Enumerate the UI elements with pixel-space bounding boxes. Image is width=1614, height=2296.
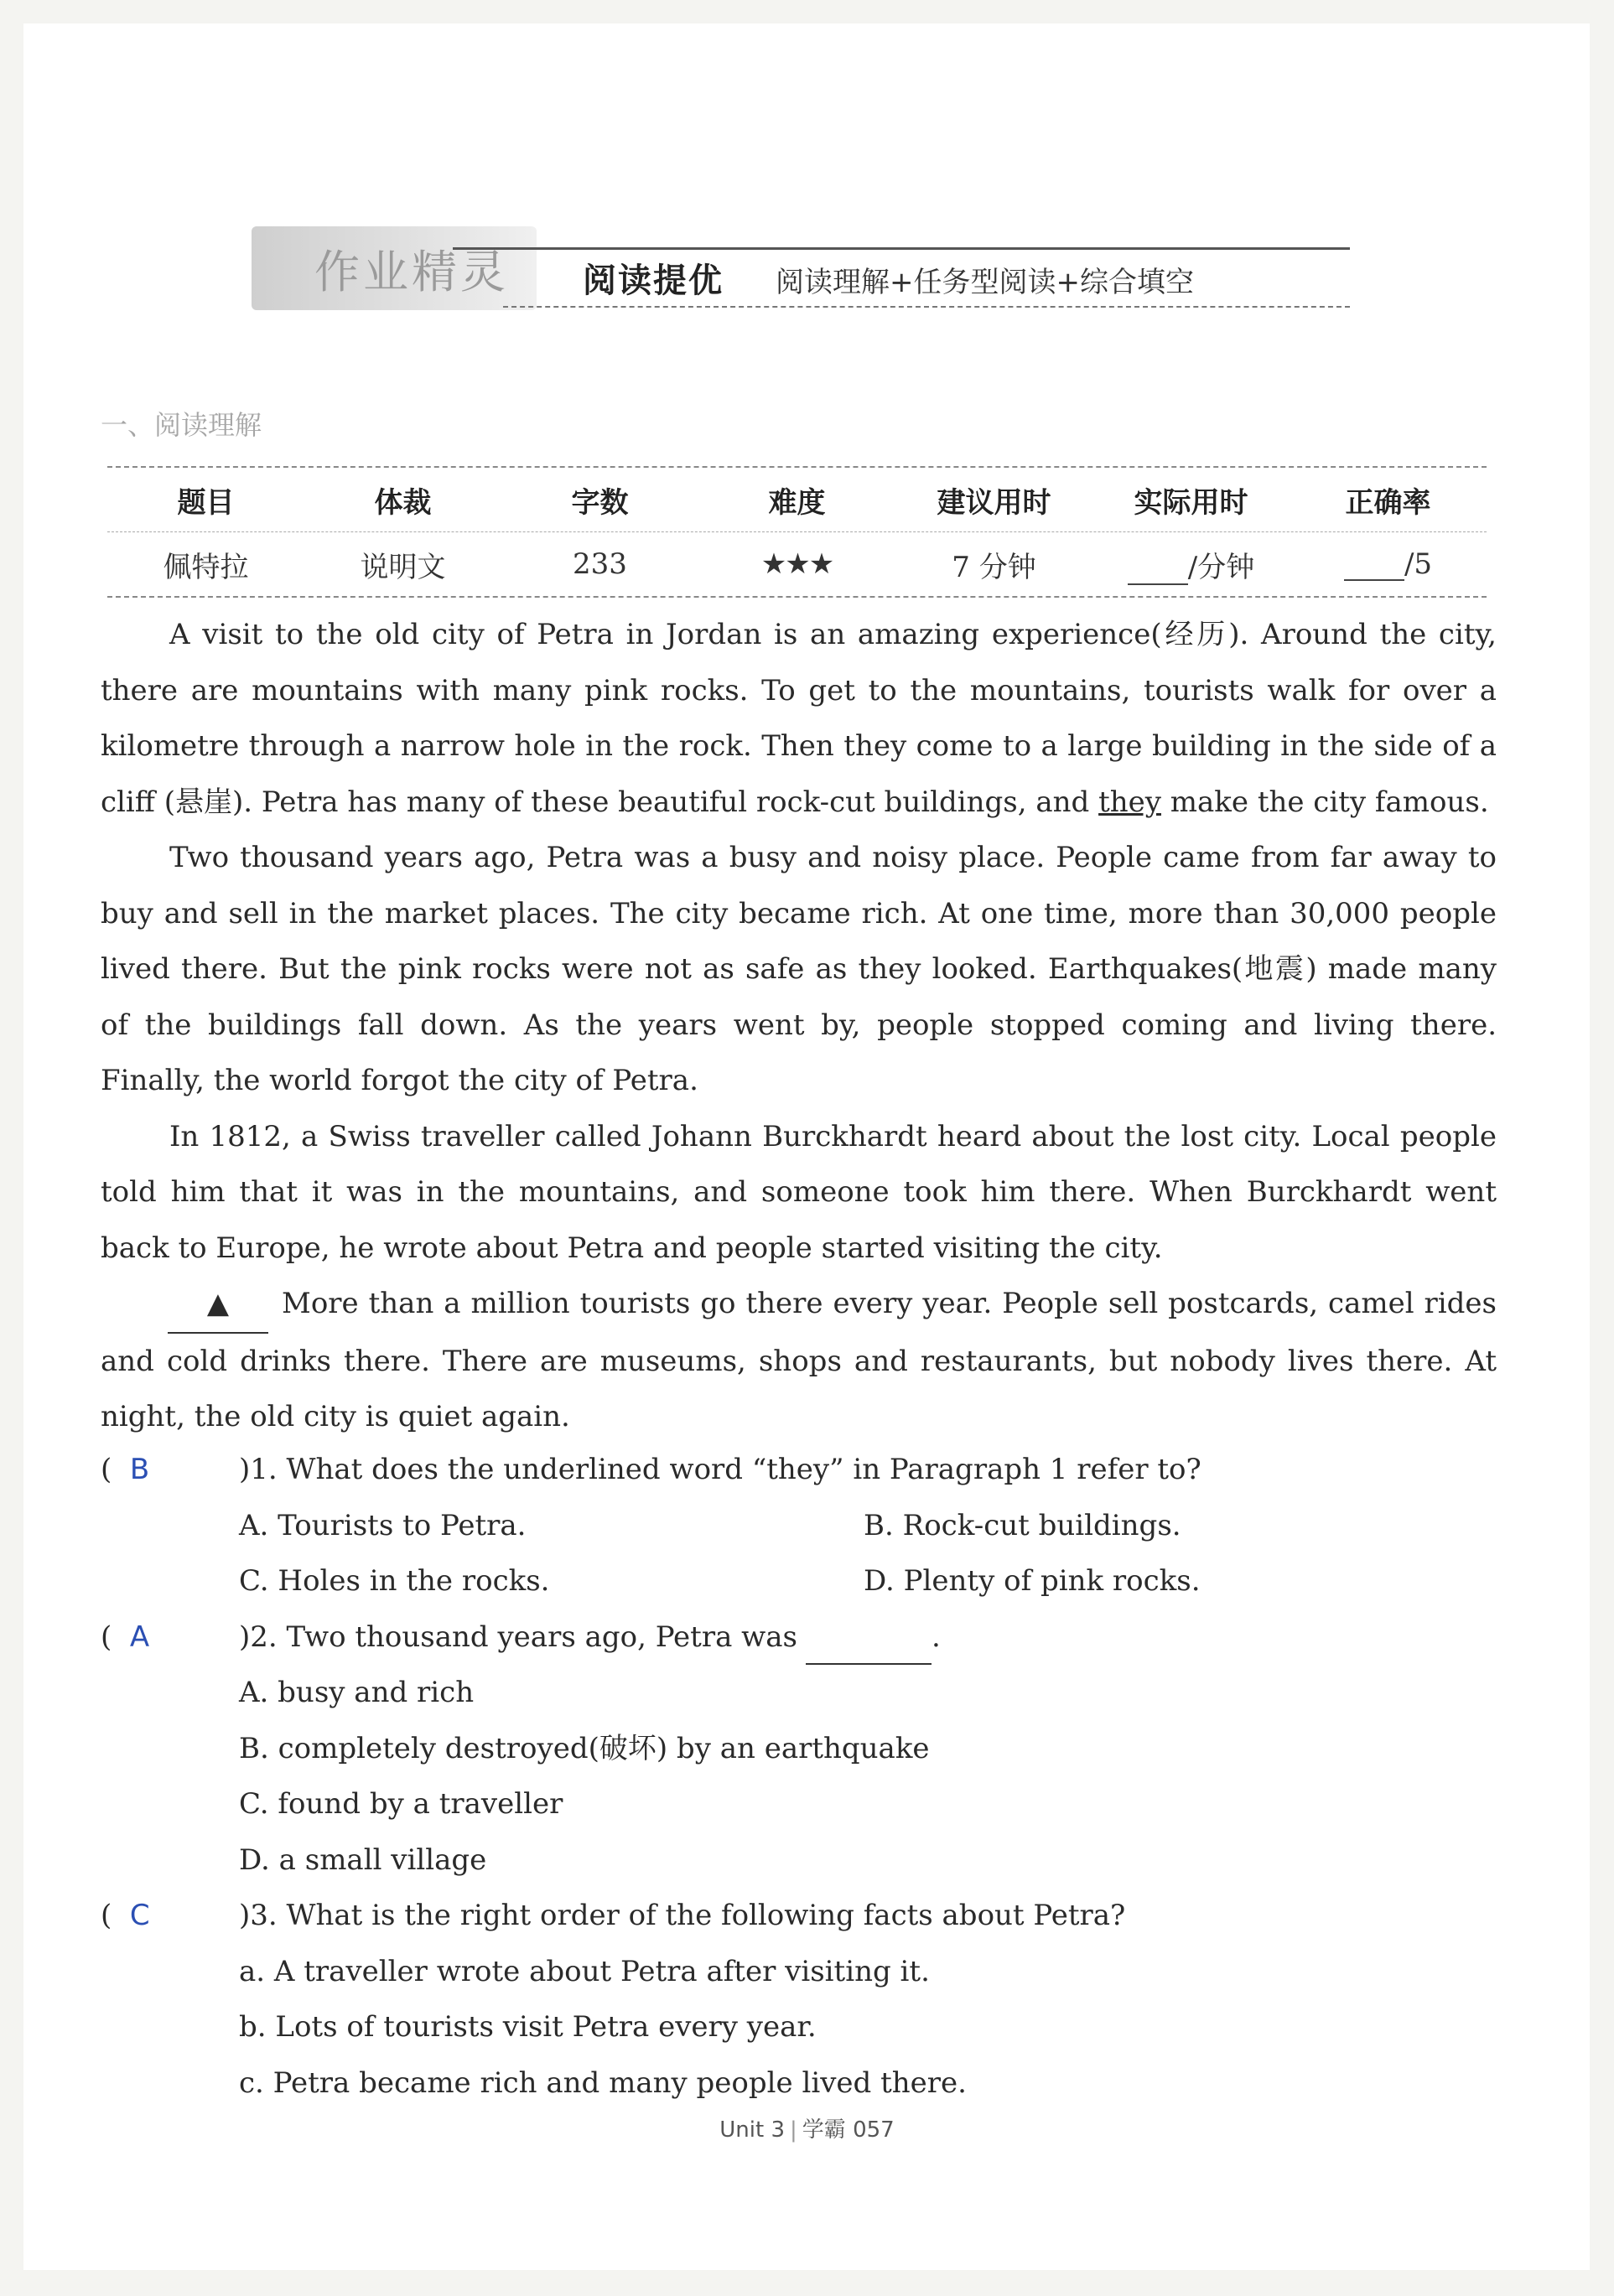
info-topic: 佩特拉 — [163, 550, 249, 584]
option[interactable]: B. Rock-cut buildings. — [864, 1508, 1181, 1542]
fact-item: b. Lots of tourists visit Petra every year. — [239, 2010, 817, 2044]
reading-info-table — [107, 466, 1487, 598]
passage-paragraph-4: ▲ More than a million tourists go there every year. People sell postcards, camel rides and cold drinks there. There are museums, shops and restaurants, but nobody lives there. At night, the old city is quiet again. — [101, 1276, 1497, 1445]
page-number: 057 — [853, 2117, 895, 2143]
fact-item: c. Petra became rich and many people lived there. — [239, 2065, 967, 2100]
question-3: ( C )3. What is the right order of the following facts about Petra? a. A traveller wrote about Petra after visiting it. b. Lots of tourists visit Petra every year. c. Petra became rich and many people lived there. — [101, 1888, 1497, 2111]
info-table-header-row — [107, 468, 1487, 532]
info-actual-time: /分钟 — [1092, 544, 1290, 585]
reading-passage — [101, 607, 1497, 1445]
info-header-genre: 体裁 — [374, 485, 432, 520]
fill-blank[interactable] — [806, 1638, 932, 1665]
info-header-difficulty: 难度 — [768, 485, 826, 520]
answer-2: A — [129, 1620, 150, 1654]
banner-title: 阅读提优 — [583, 262, 724, 300]
actual-time-blank[interactable] — [1128, 558, 1188, 585]
banner-subtitle: 阅读理解+任务型阅读+综合填空 — [776, 266, 1194, 299]
info-header-actual-time: 实际用时 — [1134, 485, 1248, 520]
answer-1: B — [129, 1453, 150, 1486]
info-table-value-row — [107, 532, 1487, 596]
option[interactable]: A. Tourists to Petra. — [239, 1508, 527, 1542]
info-header-word-count: 字数 — [571, 485, 629, 520]
info-accuracy: /5 — [1290, 547, 1487, 581]
section-title: 一、阅读理解 — [101, 409, 262, 441]
option[interactable]: B. completely destroyed(破坏) by an earthquake — [239, 1731, 930, 1765]
question-stem: )1. What does the underlined word “they” in Paragraph 1 refer to? — [239, 1453, 1201, 1486]
passage-paragraph-1: A visit to the old city of Petra in Jordan is an amazing experience(经历). Around the city, there are mountains with many pink rocks. To get to the mountains, tourists walk for over a kilometre through a narrow hole in the rock. Then they come to a large building in the side of a cliff (悬崖). Petra has many of these beautiful rock-cut buildings, and they make the city famous. — [101, 618, 1497, 819]
section-banner — [252, 222, 1350, 314]
difficulty-stars — [698, 547, 895, 581]
page-footer: Unit 3 | 学霸 057 — [719, 2117, 895, 2143]
option[interactable]: C. Holes in the rocks. — [239, 1564, 550, 1598]
passage-paragraph-3: In 1812, a Swiss traveller called Johann Burckhardt heard about the lost city. Local people told him that it was in the mountains, and someone took him there. When Burckhardt went back to Europe, he wrote about Petra and people started visiting the city. — [101, 1119, 1497, 1265]
option[interactable]: D. a small village — [239, 1843, 487, 1877]
question-1: ( B )1. What does the underlined word “they” in Paragraph 1 refer to? A. Tourists to Petra. B. Rock-cut buildings. C. Holes in the rocks. D. Plenty of pink rocks. — [101, 1442, 1497, 1609]
option[interactable]: C. found by a traveller — [239, 1787, 563, 1821]
info-suggested-time: 7 分钟 — [952, 550, 1036, 584]
triangle-icon: ▲ — [168, 1276, 268, 1334]
footer-unit: Unit 3 — [719, 2117, 786, 2143]
accuracy-blank[interactable] — [1344, 554, 1404, 581]
option[interactable]: D. Plenty of pink rocks. — [864, 1564, 1201, 1598]
info-word-count: 233 — [573, 547, 627, 581]
star-icon: ★★★ — [760, 547, 833, 581]
info-header-suggested-time: 建议用时 — [937, 485, 1051, 520]
question-stem: )2. Two thousand years ago, Petra was . — [239, 1609, 941, 1666]
watermark-stamp: 作业精灵 — [252, 226, 537, 310]
passage-paragraph-2: Two thousand years ago, Petra was a busy and noisy place. People came from far away to buy and sell in the market places. The city became rich. At one time, more than 30,000 people lived there. But the pink rocks were not as safe as they looked. Earthquakes(地震) made many of the buildings fall down. As the years went by, people stopped coming and living there. Finally, the world forgot the city of Petra. — [101, 841, 1497, 1097]
answer-3: C — [129, 1899, 150, 1932]
info-header-accuracy: 正确率 — [1345, 485, 1431, 520]
option[interactable]: A. busy and rich — [239, 1676, 475, 1709]
fact-item: a. A traveller wrote about Petra after visiting it. — [239, 1954, 930, 1988]
info-genre: 说明文 — [360, 550, 446, 584]
underlined-word: they — [1098, 785, 1161, 819]
banner-rule-bottom — [503, 306, 1350, 308]
footer-brand: 学霸 — [802, 2117, 846, 2143]
banner-rule-top — [453, 247, 1350, 250]
info-header-topic: 题目 — [177, 485, 235, 520]
question-stem: )3. What is the right order of the following facts about Petra? — [239, 1899, 1126, 1932]
question-list — [101, 1442, 1497, 2111]
question-2: ( A )2. Two thousand years ago, Petra was . A. busy and rich B. completely destroyed(破坏) by an earthquake C. found by a traveller D. a small village — [101, 1609, 1497, 1889]
